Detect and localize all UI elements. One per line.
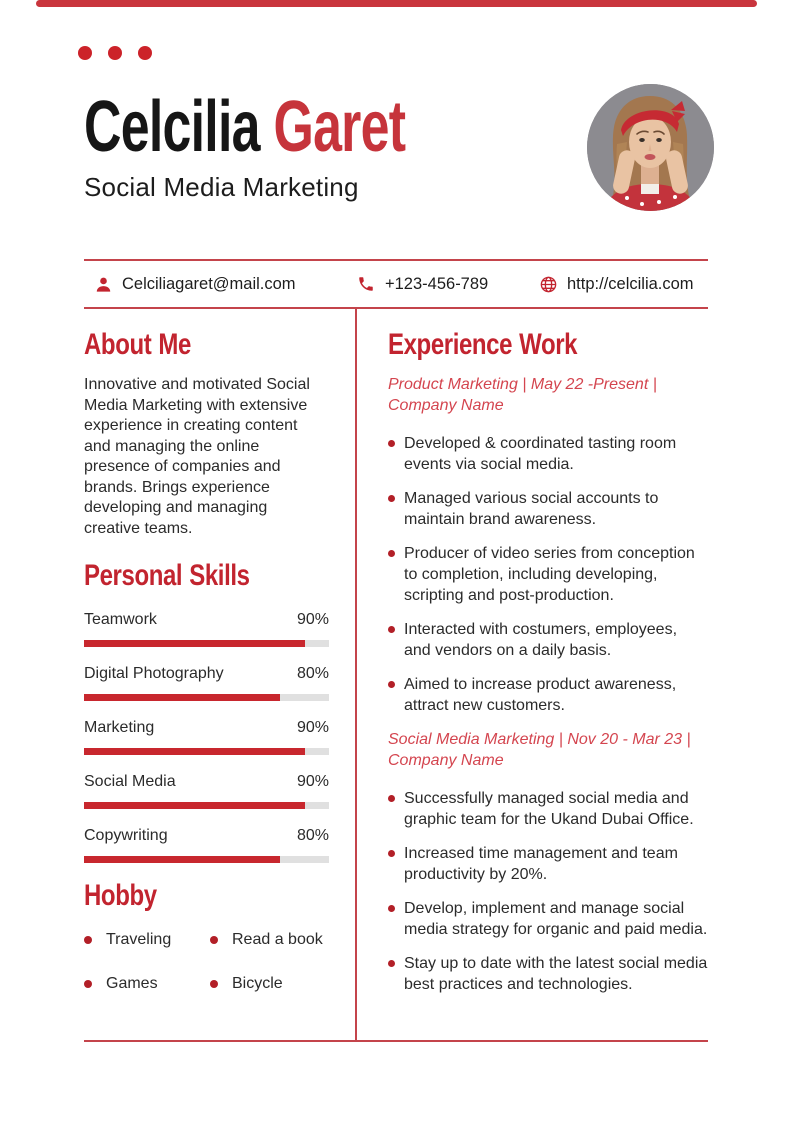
job-heading: Product Marketing | May 22 -Present | Company Name <box>388 376 657 414</box>
profile-photo <box>587 84 714 211</box>
dot-icon <box>108 46 122 60</box>
hobby-item <box>84 975 210 993</box>
person-icon <box>94 275 113 294</box>
hobby-title: Hobby <box>84 879 157 912</box>
bullet-icon <box>388 795 395 802</box>
bullet-icon <box>388 626 395 633</box>
bullet-item <box>388 488 708 530</box>
skill-row <box>84 719 329 755</box>
bullet-item <box>388 674 708 716</box>
skill-percent: 80% <box>296 665 329 682</box>
skill-row <box>84 611 329 647</box>
bullet-icon <box>388 440 395 447</box>
skill-bar-fill <box>84 694 280 701</box>
skill-percent: 90% <box>296 719 329 736</box>
hobby-label: Traveling <box>106 931 172 948</box>
skills-title: Personal Skills <box>84 559 250 592</box>
bullet-text: Interacted with costumers, employees, and vendors on a daily basis. <box>404 621 678 659</box>
hobby-item <box>210 975 329 993</box>
skill-bar-track <box>84 694 329 701</box>
bullet-icon <box>388 905 395 912</box>
last-name: Garet <box>273 87 406 167</box>
phone-icon <box>357 275 376 294</box>
hobby-item <box>210 931 329 949</box>
email-text: Celciliagaret@mail.com <box>122 274 296 293</box>
bullet-item <box>388 619 708 661</box>
hobby-label: Bicycle <box>232 975 283 992</box>
bullet-icon <box>84 936 92 944</box>
bullet-item <box>388 433 708 475</box>
contact-email <box>94 261 296 307</box>
bullet-icon <box>210 980 218 988</box>
contact-phone <box>357 261 488 307</box>
right-column <box>357 307 708 1040</box>
profile-photo-illustration <box>587 84 714 211</box>
hobby-label: Read a book <box>232 931 323 948</box>
skill-bar-fill <box>84 640 305 647</box>
job-bullets <box>388 788 708 995</box>
skill-label: Marketing <box>84 719 155 736</box>
skill-bar-track <box>84 802 329 809</box>
bullet-text: Aimed to increase product awareness, attract new customers. <box>404 676 677 714</box>
job-heading: Social Media Marketing | Nov 20 - Mar 23 | Company Name <box>388 731 691 769</box>
bullet-item <box>388 788 708 830</box>
skill-bar-fill <box>84 748 305 755</box>
bullet-icon <box>388 550 395 557</box>
skill-bar-fill <box>84 856 280 863</box>
skill-label: Social Media <box>84 773 176 790</box>
bullet-item <box>388 843 708 885</box>
header <box>84 87 530 203</box>
decorative-dots <box>78 46 152 60</box>
bullet-icon <box>388 681 395 688</box>
skill-bar-track <box>84 856 329 863</box>
skill-label: Digital Photography <box>84 665 224 682</box>
bullet-text: Developed & coordinated tasting room events via social media. <box>404 435 677 473</box>
skill-percent: 90% <box>296 773 329 790</box>
hobby-list <box>84 931 329 993</box>
experience-title: Experience Work <box>388 328 578 361</box>
about-title: About Me <box>84 328 191 361</box>
hobby-item <box>84 931 210 949</box>
hobby-label: Games <box>106 975 158 992</box>
bullet-icon <box>388 495 395 502</box>
main-content <box>84 307 708 1042</box>
website-text: http://celcilia.com <box>567 274 694 293</box>
job-bullets <box>388 433 708 716</box>
dot-icon <box>78 46 92 60</box>
skill-bar-fill <box>84 802 305 809</box>
skill-row <box>84 827 329 863</box>
person-name <box>84 87 406 167</box>
bullet-icon <box>388 850 395 857</box>
skill-percent: 90% <box>296 611 329 628</box>
bullet-text: Managed various social accounts to maintain brand awareness. <box>404 490 659 528</box>
skill-percent: 80% <box>296 827 329 844</box>
left-column <box>84 307 329 1040</box>
globe-icon <box>539 275 558 294</box>
skill-label: Copywriting <box>84 827 168 844</box>
skill-bar-track <box>84 748 329 755</box>
first-name: Celcilia <box>84 87 260 167</box>
contact-website <box>539 261 694 307</box>
skill-label: Teamwork <box>84 611 157 628</box>
skills-list <box>84 611 329 863</box>
dot-icon <box>138 46 152 60</box>
about-text: Innovative and motivated Social Media Marketing with extensive experience in creating content and managing the online presence of companies and brands. Brings experience developing and managing creative teams. <box>84 376 310 537</box>
skill-row <box>84 773 329 809</box>
bullet-item <box>388 898 708 940</box>
skill-row <box>84 665 329 701</box>
bullet-text: Stay up to date with the latest social media best practices and technologies. <box>404 955 708 993</box>
bullet-item <box>388 953 708 995</box>
top-accent-bar <box>36 0 757 7</box>
phone-text: +123-456-789 <box>385 274 489 293</box>
bullet-icon <box>210 936 218 944</box>
bullet-icon <box>84 980 92 988</box>
bullet-text: Develop, implement and manage social media strategy for organic and paid media. <box>404 900 708 938</box>
bullet-item <box>388 543 708 606</box>
job-title: Social Media Marketing <box>84 172 359 202</box>
skill-bar-track <box>84 640 329 647</box>
bullet-text: Increased time management and team productivity by 20%. <box>404 845 678 883</box>
bullet-text: Producer of video series from conception to completion, including developing, scripting and post-production. <box>404 545 695 604</box>
contact-bar <box>84 259 708 309</box>
bullet-text: Successfully managed social media and graphic team for the Ukand Dubai Office. <box>404 790 694 828</box>
bullet-icon <box>388 960 395 967</box>
